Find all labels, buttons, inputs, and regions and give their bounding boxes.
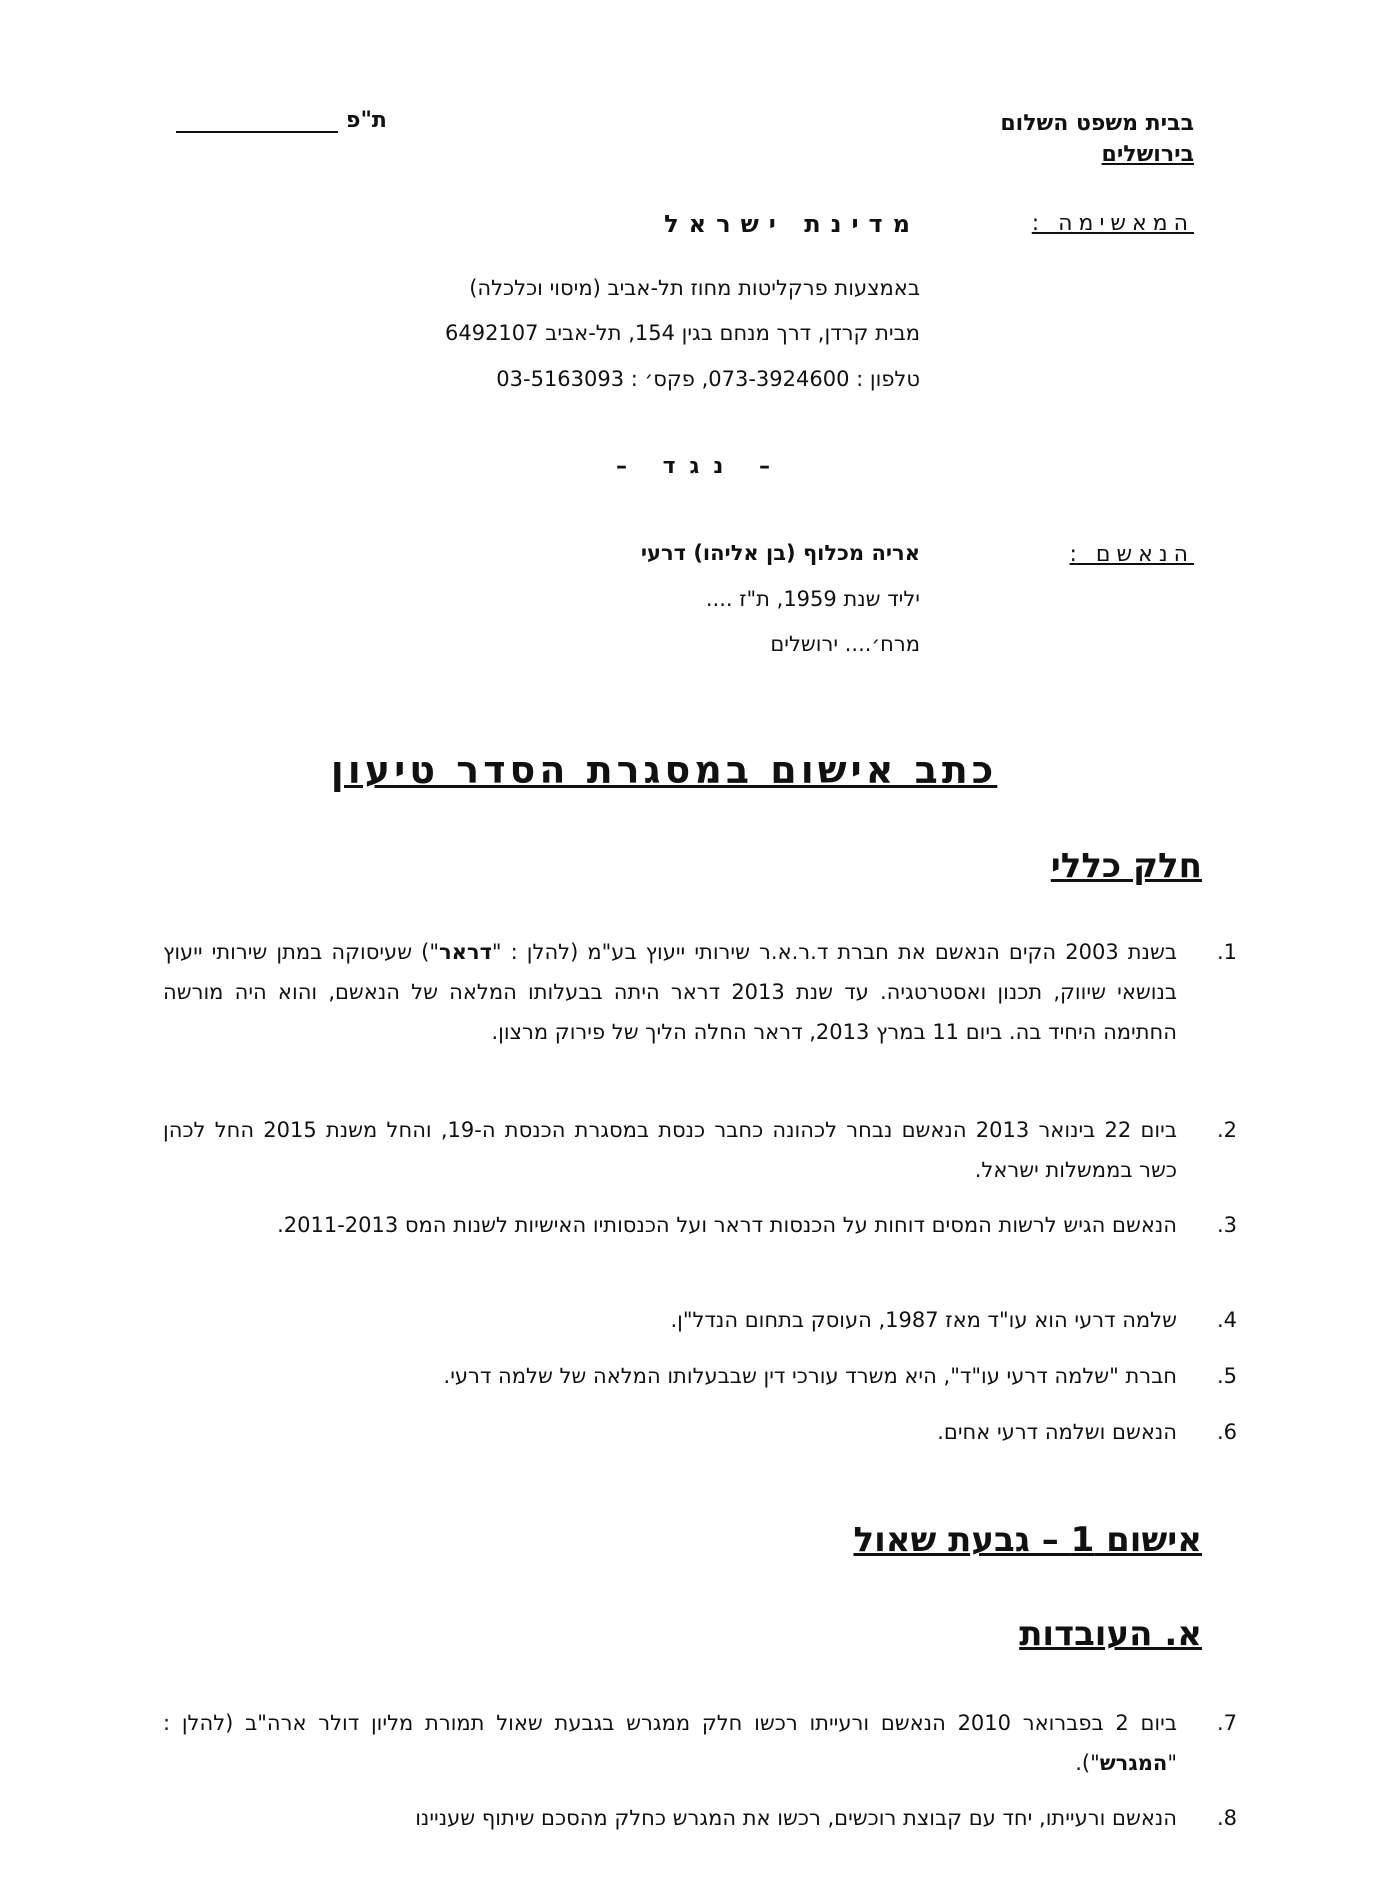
case-number (176, 108, 387, 133)
paragraph-text (163, 1703, 1177, 1783)
paragraph-text-part: ביום 2 בפברואר 2010 הנאשם ורעייתו רכשו חלק ממגרש בגבעת שאול תמורת מליון דולר ארה"ב (להלן : " (163, 1711, 1177, 1775)
prosecutor-representation: באמצעות פרקליטות מחוז תל-אביב (מיסוי וכלכלה) (469, 276, 920, 300)
document-title: כתב אישום במסגרת הסדר טיעון (330, 748, 998, 792)
defendant-address: מרח׳.... ירושלים (770, 632, 920, 656)
defined-term: דראר (439, 940, 492, 964)
prosecutor-name: מדינת ישראל (664, 210, 920, 238)
court-name: בבית משפט השלום (1000, 111, 1194, 136)
case-number-label: ת"פ (346, 108, 387, 133)
defendant-birth: יליד שנת 1959, ת"ז .... (705, 587, 920, 611)
case-number-blank-line (176, 111, 338, 133)
section-heading-facts: א. העובדות (1019, 1614, 1202, 1654)
paragraph-text (163, 932, 1177, 1052)
numbered-paragraph (163, 1798, 1237, 1838)
section-heading-charge-1: אישום 1 – גבעת שאול (853, 1520, 1202, 1560)
paragraph-number: 2. (1216, 1118, 1237, 1142)
paragraph-number: 7. (1216, 1711, 1237, 1735)
paragraph-text: ביום 22 בינואר 2013 הנאשם נבחר לכהונה כחבר כנסת במסגרת הכנסת ה-19, והחל משנת 2015 החל לכהן כשר בממשלות ישראל. (163, 1118, 1177, 1182)
numbered-paragraph (163, 1356, 1237, 1396)
paragraph-number: 4. (1216, 1308, 1237, 1332)
numbered-paragraph (163, 1205, 1237, 1245)
paragraph-text: הנאשם ורעייתו, יחד עם קבוצת רוכשים, רכשו את המגרש כחלק מהסכם שיתוף שעניינו (415, 1806, 1177, 1830)
paragraph-text: הנאשם ושלמה דרעי אחים. (937, 1420, 1177, 1444)
prosecutor-role-label: המאשימה : (1031, 211, 1194, 236)
numbered-paragraph (163, 1703, 1237, 1783)
section-heading-general: חלק כללי (1050, 846, 1202, 886)
paragraph-number: 8. (1216, 1806, 1237, 1830)
defendant-role-label: הנאשם : (1069, 542, 1194, 567)
numbered-paragraph (163, 932, 1237, 1052)
court-city: בירושלים (1101, 142, 1194, 167)
paragraph-number: 6. (1216, 1420, 1237, 1444)
paragraph-text: הנאשם הגיש לרשות המסים דוחות על הכנסות דראר ועל הכנסותיו האישיות לשנות המס 2011-2013. (277, 1213, 1177, 1237)
paragraph-number: 1. (1216, 940, 1237, 964)
paragraph-number: 5. (1216, 1364, 1237, 1388)
numbered-paragraph (163, 1300, 1237, 1340)
numbered-paragraph (163, 1412, 1237, 1452)
paragraph-text: חברת "שלמה דרעי עו"ד", היא משרד עורכי דין שבבעלותו המלאה של שלמה דרעי. (443, 1364, 1177, 1388)
versus-divider: – נגד – (615, 454, 785, 479)
paragraph-text-part: בשנת 2003 הקים הנאשם את חברת ד.ר.א.ר שירותי ייעוץ בע"מ (להלן : " (491, 940, 1177, 964)
court-heading (1000, 108, 1194, 170)
defined-term: המגרש (1099, 1751, 1168, 1775)
defendant-name: אריה מכלוף (בן אליהו) דרעי (640, 541, 920, 565)
paragraph-text-part: "). (1075, 1751, 1100, 1775)
numbered-paragraph (163, 1110, 1237, 1190)
paragraph-number: 3. (1216, 1213, 1237, 1237)
prosecutor-address: מבית קרדן, דרך מנחם בגין 154, תל-אביב 6492107 (444, 321, 920, 345)
prosecutor-phone: טלפון : 073-3924600, פקס׳ : 03-5163093 (496, 367, 920, 391)
paragraph-text: שלמה דרעי הוא עו"ד מאז 1987, העוסק בתחום הנדל"ן. (670, 1308, 1177, 1332)
paragraph-text-part: ") שעיסוקה במתן שירותי ייעוץ בנושאי שיווק, תכנון ואסטרטגיה. עד שנת 2013 דראר היתה בבעלותו המלאה של הנאשם, והוא היה מורשה החתימה היחיד בה. ביום 11 במרץ 2013, דראר החלה הליך של פירוק מרצון. (163, 940, 1178, 1044)
